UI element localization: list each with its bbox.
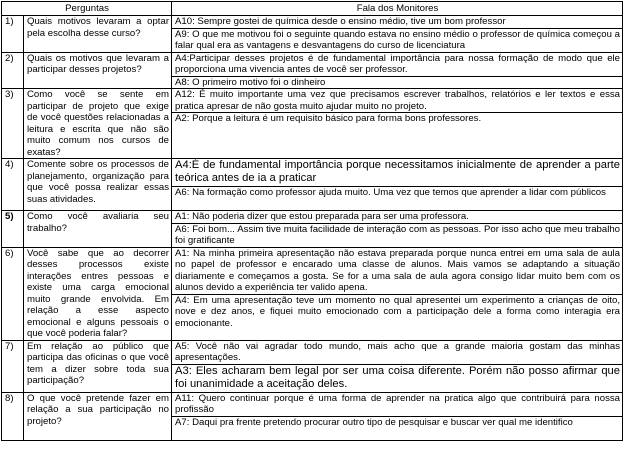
answer-cell: A6: Na formação como professor ajuda muito. Uma vez que temos que aprender a lidar com públicos: [172, 187, 623, 211]
table-row: [2, 247, 623, 294]
question-text: Quais motivos levaram a optar pela escolha desse curso?: [24, 16, 172, 53]
interview-table: [1, 1, 623, 441]
table-row: [2, 16, 623, 29]
question-text: Em relação ao público que participa das oficinas o que você tem a dizer sobre toda sua participação?: [24, 340, 172, 392]
answer-cell: A4: Em uma apresentação teve um momento no qual apresentei um experimento a crianças de oito, nove e dez anos, e fiquei muito emocionado com a participação dele a forma como interagia era emocionante.: [172, 294, 623, 340]
question-text: Comente sobre os processos de planejamento, organização para que você possa realizar essas suas atividades.: [24, 159, 172, 211]
question-text: Quais os motivos que levaram a participar desses projetos?: [24, 52, 172, 89]
answer-cell: A1: Não poderia dizer que estou preparada para ser uma professora.: [172, 211, 623, 224]
question-number: 8): [2, 392, 24, 440]
interview-table-container: [1, 1, 623, 441]
answer-cell: A2: Porque a leitura é um requisito básico para forma bons professores.: [172, 113, 623, 159]
answer-cell: A8: O primeiro motivo foi o dinheiro: [172, 76, 623, 89]
table-row: [2, 52, 623, 76]
table-row: [2, 340, 623, 364]
answer-cell: A4:É de fundamental importância porque necessitamos inicialmente de aprender a parte teórica antes de ia a praticar: [172, 159, 623, 187]
question-number: 2): [2, 52, 24, 89]
question-number: 7): [2, 340, 24, 392]
table-row: [2, 392, 623, 416]
table-row: [2, 89, 623, 113]
question-text: Como você avaliaria seu trabalho?: [24, 211, 172, 248]
header-row: [2, 2, 623, 16]
answer-cell: A7: Daqui pra frente pretendo procurar outro tipo de pesquisar e buscar ver qual me identifico: [172, 416, 623, 440]
question-text: O que você pretende fazer em relação a sua participação no projeto?: [24, 392, 172, 440]
answer-cell: A12: É muito importante uma vez que precisamos escrever trabalhos, relatórios e ler textos e essa pratica apresar de não gosta muito ajudar muito no projeto.: [172, 89, 623, 113]
answer-cell: A11: Quero continuar porque é uma forma de aprender na pratica algo que contribuirá para nossa profissão: [172, 392, 623, 416]
question-text: Você sabe que ao decorrer desses processos existe interações entres pessoas e existe uma carga emocional muito grande envolvida. Em relação a esse aspecto emocional e alguns pessoais o que você poderia falar?: [24, 247, 172, 340]
question-text: Como você se sente em participar de projeto que exige de você questões relacionadas a leitura e escrita que não são muito comum nos cursos de exatas?: [24, 89, 172, 159]
question-number: 3): [2, 89, 24, 159]
answer-cell: A9: O que me motivou foi o seguinte quando estava no ensino médio o professor de química começou a falar qual era as vantagens e desvantagens do curso de licenciatura: [172, 28, 623, 52]
answer-cell: A4:Participar desses projetos é de fundamental importância para nossa formação de modo que ele proporciona uma vivencia antes de você ser professor.: [172, 52, 623, 76]
question-number: 5): [2, 211, 24, 248]
answer-cell: A6: Foi bom... Assim tive muita facilidade de interação com as pessoas. Por isso acho que meu trabalho foi gratificante: [172, 223, 623, 247]
table-row: [2, 159, 623, 187]
answer-cell: A10: Sempre gostei de química desde o ensino médio, tive um bom professor: [172, 16, 623, 29]
question-number: 1): [2, 16, 24, 53]
table-row: [2, 211, 623, 224]
answer-cell: A5: Você não vai agradar todo mundo, mais acho que a grande maioria gostam das minhas apresentações.: [172, 340, 623, 364]
question-number: 6): [2, 247, 24, 340]
answer-cell: A3: Eles acharam bem legal por ser uma coisa diferente. Porém não posso afirmar que foi unanimidade a aceitação deles.: [172, 364, 623, 392]
question-number: 4): [2, 159, 24, 211]
answer-cell: A1: Na minha primeira apresentação não estava preparada porque nunca entrei em uma sala de aula no papel de professor e encarado uma classe de alunos. Mais vamos se adaptando a situação diariamente e começamos a gosta. Se for a uma sala de aula agora consigo lidar muito bem com os alunos devido a experiência ter valido apena.: [172, 247, 623, 294]
header-questions: Perguntas: [2, 2, 172, 16]
header-answers: Fala dos Monitores: [172, 2, 623, 16]
